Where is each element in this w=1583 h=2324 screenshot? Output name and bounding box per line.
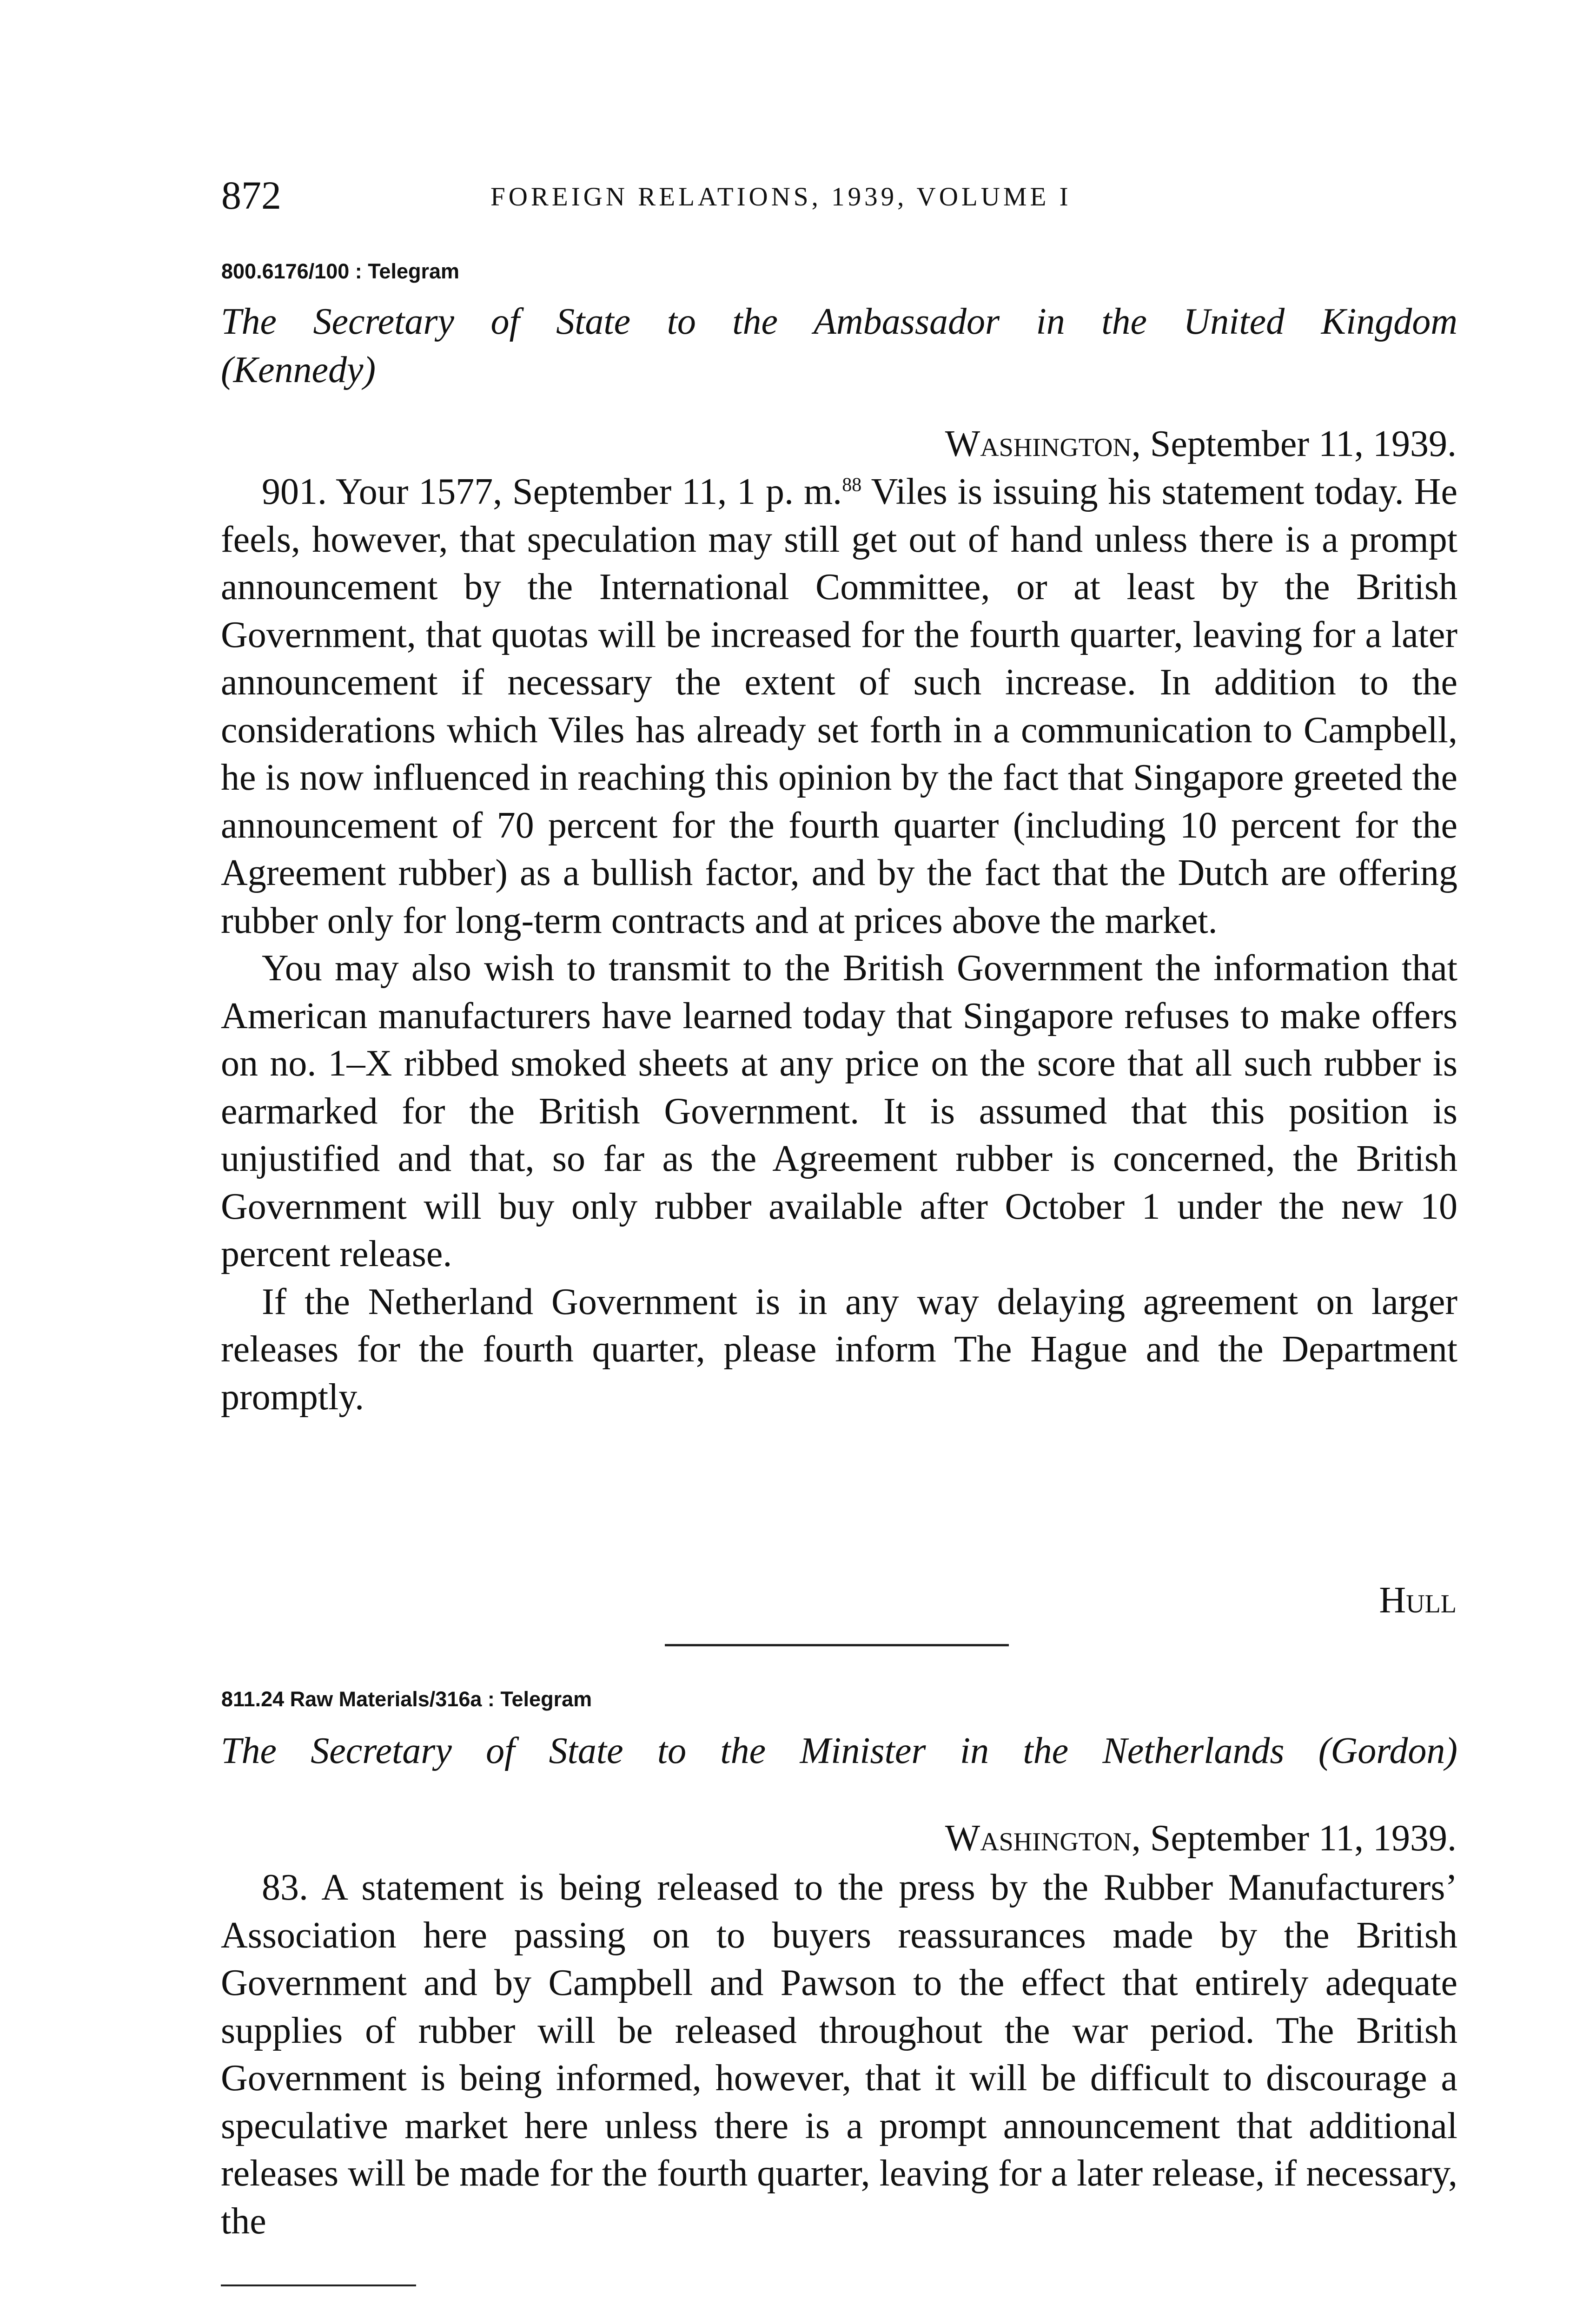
dateline-date: , September 11, 1939. [1131,423,1457,464]
document-heading [221,297,1457,394]
dateline-place: Washington [945,423,1132,464]
footnote-rule [221,2284,416,2286]
dateline [945,421,1457,467]
signature: Hull [1379,1580,1457,1621]
dateline-date: , September 11, 1939. [1131,1818,1457,1859]
heading-line: The Secretary of State to the Minister in the Netherlands (Gordon) [221,1730,1457,1771]
section-divider [665,1644,1009,1646]
dateline [945,1815,1457,1862]
paragraph: You may also wish to transmit to the British Government the information that American manufacturers have learned today that Singapore refuses to make offers on no. 1–X ribbed smoked sheets at any price on the score that all such rubber is earmarked for the British Government. It is assumed that this position is unjustified and that, so far as the Agreement rubber is concerned, the British Government will buy only rubber available after October 1 under the new 10 percent release. [221,948,1457,1274]
paragraph-text: 901. Your 1577, September 11, 1 p. m. [262,471,842,512]
page-number: 872 [221,173,281,218]
running-head: FOREIGN RELATIONS, 1939, VOLUME I [490,182,1072,211]
heading-line: (Kennedy) [221,350,376,390]
telegram-body [221,1864,1457,2245]
paragraph-text: Viles is issuing his statement today. He feels, however, that speculation may still get out of hand unless there is a prompt announcement by the International Committee, or at least by the British Government, that quotas will be increased for the fourth quarter, leaving for a later announcement if necessary the extent of such increase. In addition to the considerations which Viles has already set forth in a communication to Campbell, he is now influenced in reaching this opinion by the fact that Singapore greeted the announcement of 70 percent for the fourth quarter (including 10 percent for the Agreement rubber) as a bullish factor, and by the fact that the Dutch are offering rubber only for long-term contracts and at prices above the market. [221,471,1457,941]
dateline-place: Washington [945,1818,1132,1859]
telegram-body [221,468,1457,1421]
document-heading [221,1727,1457,1775]
paragraph [221,468,1457,944]
paragraph: 83. A statement is being released to the press by the Rubber Manufacturers’ Association here passing on to buyers reassurances made by the British Government and by Campbell and Pawson to the effect that entirely adequate supplies of rubber will be released throughout the war period. The British Government is being informed, however, that it will be difficult to discourage a speculative market here unless there is a prompt announcement that additional releases will be made for the fourth quarter, leaving for a later release, if necessary, the [221,1867,1457,2242]
file-reference: 811.24 Raw Materials/316a : Telegram [221,1687,592,1711]
footnote-reference: 88 [842,474,862,496]
heading-line: The Secretary of State to the Ambassador in the United Kingdom [221,301,1457,342]
paragraph: If the Netherland Government is in any way delaying agreement on larger releases for the fourth quarter, please inform The Hague and the Department promptly. [221,1281,1457,1418]
file-reference: 800.6176/100 : Telegram [221,259,460,283]
